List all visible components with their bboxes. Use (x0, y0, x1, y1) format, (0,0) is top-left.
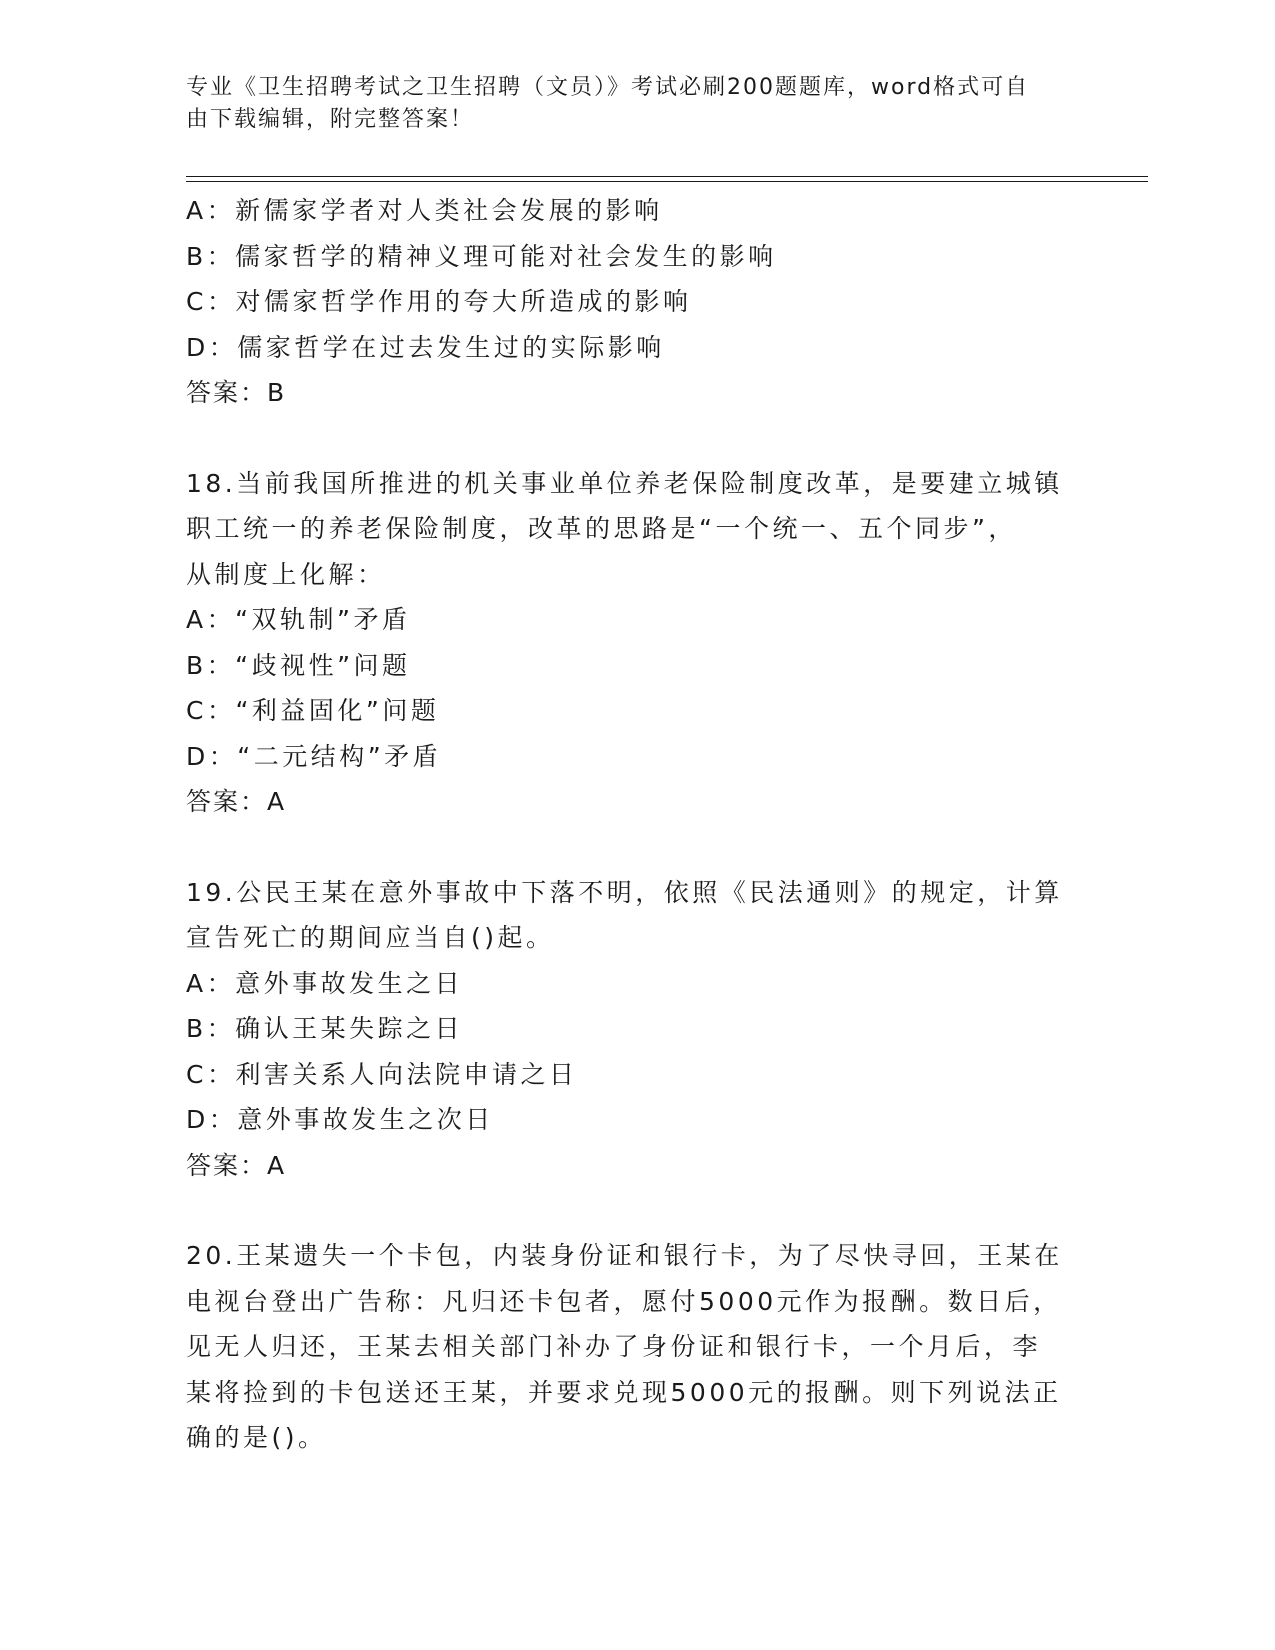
header-title-line-2: 由下载编辑，附完整答案！ (186, 107, 475, 132)
option-c: C：利害关系人向法院申请之日 (186, 1059, 578, 1089)
question-text-line: 从制度上化解： (186, 559, 386, 589)
option-a: A：新儒家学者对人类社会发展的影响 (186, 196, 663, 225)
question-19 (186, 870, 1086, 1189)
question-content (186, 188, 1086, 1461)
answer-line: 答案：A (186, 787, 287, 816)
question-text-line: 18.当前我国所推进的机关事业单位养老保险制度改革，是要建立城镇 (186, 468, 1063, 498)
question-18 (186, 461, 1086, 825)
header-divider-top (186, 176, 1148, 177)
document-header (186, 72, 1066, 136)
question-text-line: 电视台登出广告称：凡归还卡包者，愿付5000元作为报酬。数日后， (186, 1286, 1062, 1316)
question-17-continued (186, 188, 1086, 416)
option-c: C：“利益固化”问题 (186, 696, 440, 725)
answer-line: 答案：A (186, 1150, 287, 1180)
option-d: D：儒家哲学在过去发生过的实际影响 (186, 332, 665, 362)
question-20 (186, 1233, 1086, 1461)
option-b: B：儒家哲学的精神义理可能对社会发生的影响 (186, 241, 777, 271)
question-text-line: 19.公民王某在意外事故中下落不明，依照《民法通则》的规定，计算 (186, 877, 1063, 907)
option-a: A：“双轨制”矛盾 (186, 605, 411, 634)
header-divider-bottom (186, 181, 1148, 182)
spacer (186, 1188, 1086, 1233)
option-d: D：意外事故发生之次日 (186, 1105, 494, 1134)
question-text-line: 见无人归还，王某去相关部门补办了身份证和银行卡，一个月后，李 (186, 1332, 1042, 1361)
question-text-line: 某将捡到的卡包送还王某，并要求兑现5000元的报酬。则下列说法正 (186, 1377, 1062, 1407)
answer-line: 答案：B (186, 378, 287, 407)
option-c: C：对儒家哲学作用的夸大所造成的影响 (186, 287, 692, 316)
question-text-line: 宣告死亡的期间应当自()起。 (186, 923, 555, 952)
option-b: B：确认王某失踪之日 (186, 1014, 464, 1043)
question-text-line: 职工统一的养老保险制度，改革的思路是“一个统一、五个同步”， (186, 514, 1017, 543)
spacer (186, 825, 1086, 870)
header-title-line-1: 专业《卫生招聘考试之卫生招聘（文员）》考试必刷200题题库，word格式可自 (186, 75, 1030, 100)
option-a: A：意外事故发生之日 (186, 968, 464, 998)
question-text-line: 20.王某遗失一个卡包，内装身份证和银行卡，为了尽快寻回，王某在 (186, 1241, 1063, 1270)
question-text-line: 确的是()。 (186, 1423, 327, 1452)
option-b: B：“歧视性”问题 (186, 650, 411, 680)
option-d: D：“二元结构”矛盾 (186, 741, 442, 771)
spacer (186, 416, 1086, 461)
